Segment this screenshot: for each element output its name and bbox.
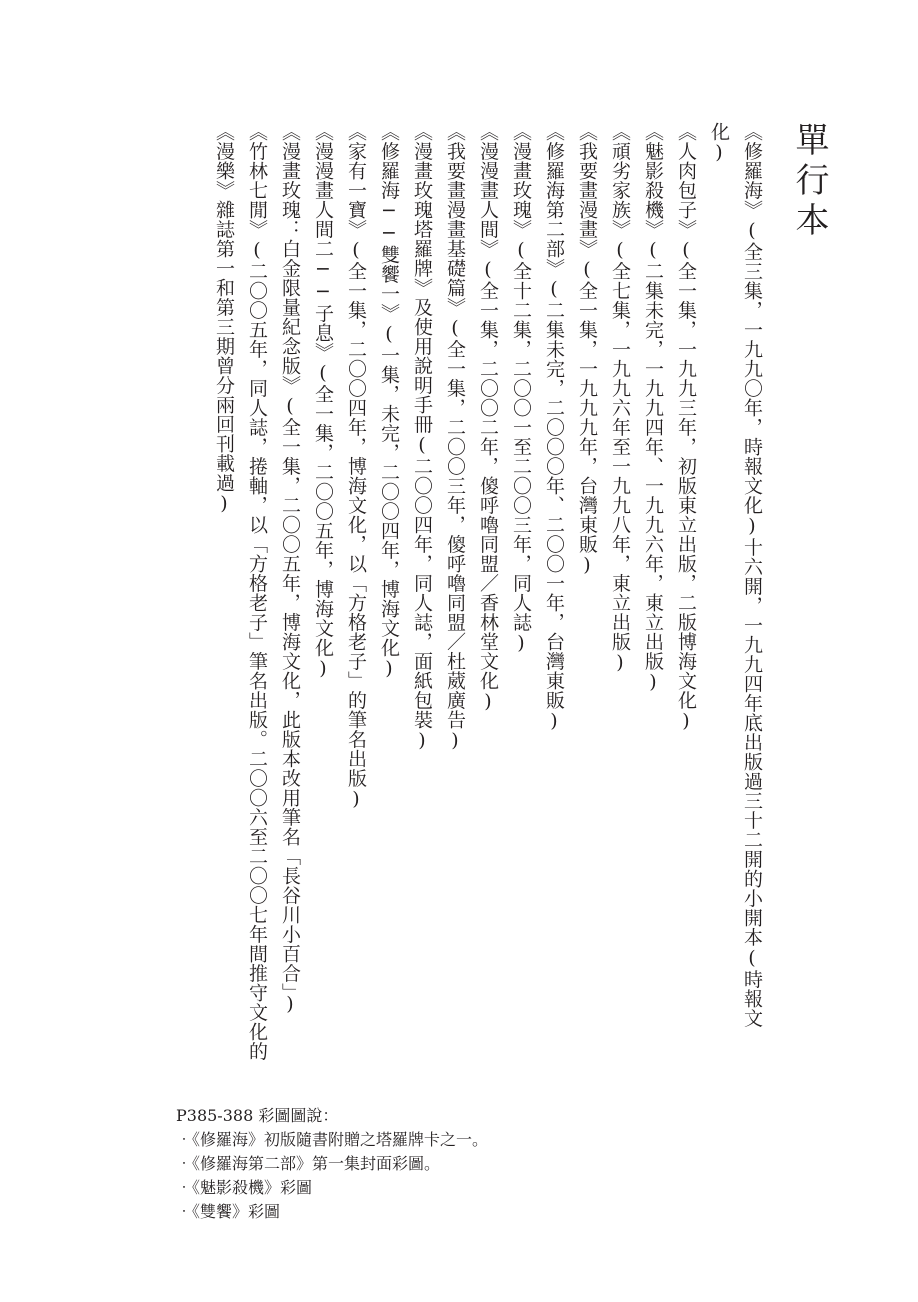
list-item: 《我要畫漫畫》(全一集，一九九九年，台灣東販) (576, 122, 598, 577)
list-item: 《漫畫玫瑰：白金限量紀念版》(全一集，二〇〇五年，博海文化，此版本改用筆名「長谷川小百合」) (279, 122, 301, 1016)
list-item: 《漫畫玫瑰》(全十二集，二〇〇一至二〇〇三年，同人誌) (510, 122, 532, 655)
color-plate-notes (176, 1104, 736, 1224)
list-item: 《魅影殺機》(二集未完，一九九四年、一九九六年，東立出版) (642, 122, 664, 694)
note-item: ‧《魅影殺機》彩圖 (176, 1178, 313, 1197)
list-item: 《漫漫畫人間》(全一集，二〇〇二年，傻呼嚕同盟／香林堂文化) (477, 122, 499, 713)
list-item: 《人肉包子》(全一集，一九九三年，初版東立出版，二版博海文化) (675, 122, 697, 733)
list-item: 《頑劣家族》(全七集，一九九六年至一九九八年，東立出版) (609, 122, 631, 674)
note-item: ‧《雙饗》彩圖 (176, 1202, 281, 1221)
note-item: ‧《修羅海》初版隨書附贈之塔羅牌卡之一。 (176, 1130, 489, 1149)
note-item: ‧《修羅海第二部》第一集封面彩圖。 (176, 1154, 441, 1173)
list-item: 《竹林七閒》(二〇〇五年，同人誌，捲軸，以「方格老子」筆名出版。二〇〇六至二〇〇七年間推守文化的《漫樂》雜誌第一和第三期曾分兩回刊載過) (213, 122, 268, 1061)
list-item: 《修羅海──雙饗一》(一集，未完，二〇〇四年，博海文化) (378, 122, 400, 680)
list-item: 《修羅海第二部》(二集未完，二〇〇〇年、二〇〇一年，台灣東販) (543, 122, 565, 733)
notes-heading: P385-388 彩圖圖說： (176, 1106, 339, 1125)
section-title: 單行本 (789, 122, 829, 242)
list-item: 《家有一寶》(全一集，二〇〇四年，博海文化，以「方格老子」的筆名出版) (345, 122, 367, 811)
list-item: 《修羅海》(全三集，一九九〇年，時報文化)十六開，一九九四年底出版過三十二開的小開本(時報文化) (708, 122, 763, 1028)
list-item: 《漫漫畫人間二──子息》(全一集，二〇〇五年，博海文化) (312, 122, 334, 680)
list-item: 《我要畫漫畫基礎篇》(全一集，二〇〇三年，傻呼嚕同盟／杜葳廣告) (444, 122, 466, 752)
list-item: 《漫畫玫瑰塔羅牌》及使用說明手冊(二〇〇四年，同人誌，面紙包裝) (411, 122, 433, 752)
publication-list (207, 122, 829, 1062)
